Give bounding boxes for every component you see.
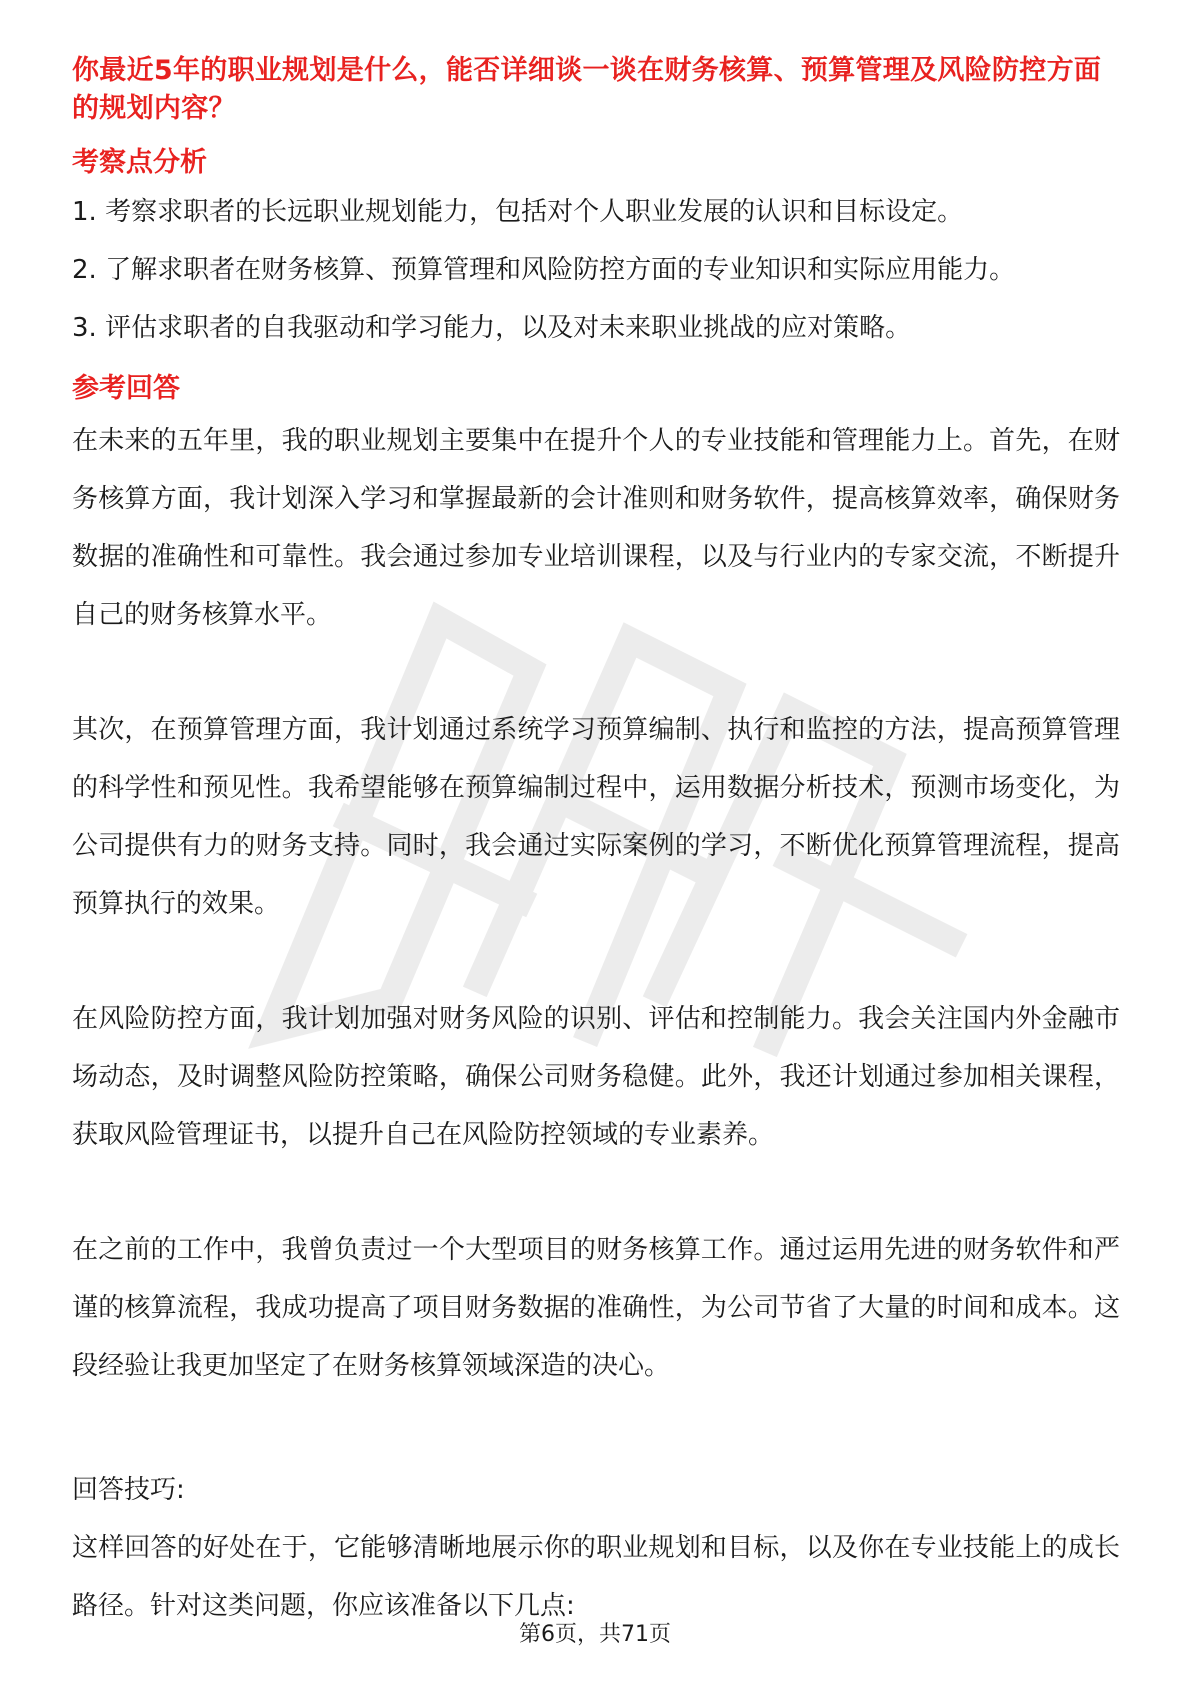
analysis-item: 1. 考察求职者的长远职业规划能力，包括对个人职业发展的认识和目标设定。 <box>72 197 964 227</box>
page-indicator: 第6页，共71页 <box>519 1622 671 1647</box>
answer-paragraph: 在未来的五年里，我的职业规划主要集中在提升个人的专业技能和管理能力上。首先，在财务核算方面，我计划深入学习和掌握最新的会计准则和财务软件，提高核算效率，确保财务数据的准确性和可靠性。我会通过参加专业培训课程，以及与行业内的专家交流，不断提升自己的财务核算水平。 <box>72 426 1120 630</box>
question-title: 你最近5年的职业规划是什么，能否详细谈一谈在财务核算、预算管理及风险防控方面的规划内容？ <box>72 55 1102 124</box>
tips-paragraph: 这样回答的好处在于，它能够清晰地展示你的职业规划和目标，以及你在专业技能上的成长路径。针对这类问题，你应该准备以下几点: <box>72 1533 1120 1621</box>
analysis-item: 3. 评估求职者的自我驱动和学习能力，以及对未来职业挑战的应对策略。 <box>72 313 912 343</box>
answer-paragraph: 其次，在预算管理方面，我计划通过系统学习预算编制、执行和监控的方法，提高预算管理的科学性和预见性。我希望能够在预算编制过程中，运用数据分析技术，预测市场变化，为公司提供有力的财务支持。同时，我会通过实际案例的学习，不断优化预算管理流程，提高预算执行的效果。 <box>72 715 1120 919</box>
answer-paragraph: 在之前的工作中，我曾负责过一个大型项目的财务核算工作。通过运用先进的财务软件和严谨的核算流程，我成功提高了项目财务数据的准确性，为公司节省了大量的时间和成本。这段经验让我更加坚定了在财务核算领域深造的决心。 <box>72 1235 1120 1381</box>
answer-paragraph: 在风险防控方面，我计划加强对财务风险的识别、评估和控制能力。我会关注国内外金融市场动态，及时调整风险防控策略，确保公司财务稳健。此外，我还计划通过参加相关课程，获取风险管理证书，以提升自己在风险防控领域的专业素养。 <box>72 1004 1120 1150</box>
tips-label: 回答技巧: <box>72 1475 185 1505</box>
document-content <box>72 52 1120 1635</box>
analysis-list <box>72 194 1120 346</box>
analysis-heading: 考察点分析 <box>72 147 207 178</box>
answer-heading: 参考回答 <box>72 373 180 404</box>
analysis-item: 2. 了解求职者在财务核算、预算管理和风险防控方面的专业知识和实际应用能力。 <box>72 255 1016 285</box>
